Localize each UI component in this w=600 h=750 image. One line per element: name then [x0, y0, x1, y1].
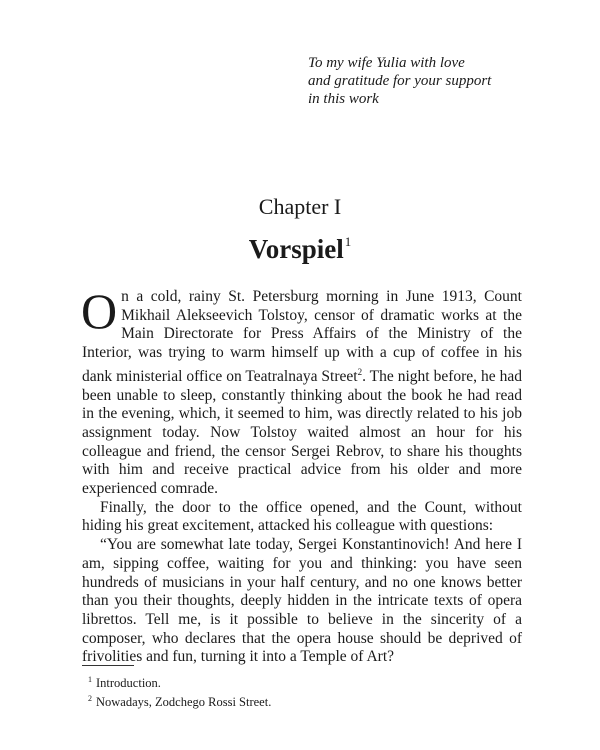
- footnote: [82, 691, 522, 710]
- footnote-text: Nowadays, Zodchego Rossi Street.: [96, 695, 272, 709]
- footnote-reference: 1: [344, 234, 352, 249]
- chapter-label: Chapter I: [258, 194, 342, 219]
- dedication: [308, 54, 568, 108]
- footnote-divider: [82, 665, 134, 666]
- paragraph-text: . The night before, he had been unable to sleep, constantly thinking about the book he had read in the evening, which, it seemed to him, was directly related to his job assignment today. Now Tolstoy waited almost an hour for his colleague and friend, the censor Sergei Rebrov, to share his thoughts with him and receive practical advice from his older and more experienced comrade.: [82, 367, 522, 498]
- dedication-line: and gratitude for your support: [308, 73, 492, 89]
- footnotes: [82, 672, 522, 710]
- drop-cap: O: [81, 283, 118, 339]
- body-text: [81, 283, 522, 667]
- paragraph: [81, 283, 522, 499]
- footnote-text: Introduction.: [96, 676, 161, 690]
- dedication-line: in this work: [308, 91, 379, 107]
- paragraph: “You are somewhat late today, Sergei Konstantinovich! And here I am, sipping coffee, waiting for you and thinking: you have seen hundreds of musicians in your half century, and no one knows better than you their thoughts, deeply hidden in the intricate texts of opera librettos. Tell me, is it possible to believe in the sincerity of a composer, who declares that the opera house should be deprived of frivolities and fun, turning it into a Temple of Art?: [82, 536, 522, 666]
- chapter-title: [0, 226, 600, 265]
- footnote-marker: 2: [88, 694, 92, 703]
- chapter-title-text: Vorspiel: [248, 234, 344, 264]
- footnote-marker: 1: [88, 675, 92, 684]
- paragraph-text: n a cold, rainy St. Petersburg morning in June 1913, Count Mikhail Alekseevich Tolstoy, censor of dramatic works at the Main Directorate for Press Affairs of the Ministry of the Interior, was trying to warm himself up with a cup of coffee in his dank ministerial office on Teatralnaya Street: [82, 288, 522, 385]
- footnote: [82, 672, 522, 691]
- footnote-reference: 2: [357, 366, 363, 377]
- dedication-line: To my wife Yulia with love: [308, 55, 465, 71]
- paragraph: Finally, the door to the office opened, and the Count, without hiding his great excitement, attacked his colleague with questions:: [82, 498, 522, 535]
